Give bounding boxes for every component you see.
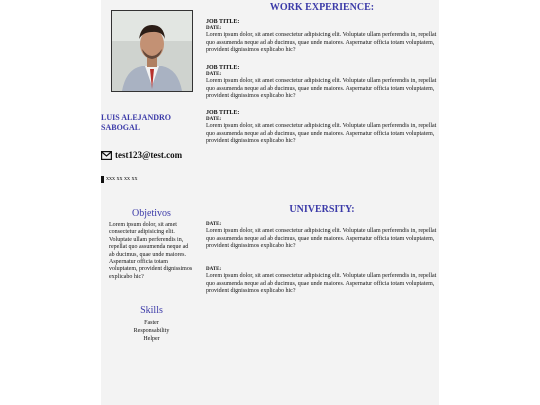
skill-item: Responsability [133,328,170,334]
phone-text: xxx xx xx xx [106,176,138,182]
skill-item: Faster [144,320,159,326]
envelope-icon [101,151,112,160]
profile-photo [111,10,193,92]
email-line [101,149,211,161]
work-description: Lorem ipsum dolor, sit amet consectetur adipisicing elit. Voluptate ullam perferendis in, repellat quo assumenda neque ad ab ducimus, quae unde maiores. Aspernatur officia totam voluptatem, provident dignissimos explicabo hic? [206,78,437,99]
work-description: Lorem ipsum dolor, sit amet consectetur adipisicing elit. Voluptate ullam perferendis in, repellat quo assumenda neque ad ab ducimus, quae unde maiores. Aspernatur officia totam voluptatem, provident dignissimos explicabo hic? [206,123,437,144]
phone-line [101,175,138,183]
job-title-label: JOB TITLE: [206,110,240,116]
university-description: Lorem ipsum dolor, sit amet consectetur adipisicing elit. Voluptate ullam perferendis in, repellat quo assumenda neque ad ab ducimus, quae unde maiores. Aspernatur officia totam voluptatem, provident dignissimos explicabo hic? [206,273,437,294]
work-description: Lorem ipsum dolor, sit amet consectetur adipisicing elit. Voluptate ullam perferendis in, repellat quo assumenda neque ad ab ducimus, quae unde maiores. Aspernatur officia totam voluptatem, provident dignissimos explicabo hic? [206,32,437,53]
resume-sidebar [101,0,202,405]
objectives-heading: Objetivos [132,208,171,219]
skills-heading: Skills [140,305,163,316]
date-label: DATE: [206,72,222,77]
date-label: DATE: [206,267,222,272]
job-title-label: JOB TITLE: [206,19,240,25]
email-text: test123@test.com [115,150,183,160]
skills-list [101,319,202,343]
university-heading: UNIVERSITY: [289,204,355,215]
work-entry [206,110,438,146]
work-entry [206,65,438,101]
work-entry [206,19,438,55]
date-label: DATE: [206,222,222,227]
resume-sheet [101,0,439,405]
university-entry [206,222,438,251]
university-description: Lorem ipsum dolor, sit amet consectetur adipisicing elit. Voluptate ullam perferendis in, repellat quo assumenda neque ad ab ducimus, quae unde maiores. Aspernatur officia totam voluptatem, provident dignissimos explicabo hic? [206,228,437,249]
university-entry [206,267,438,296]
phone-icon [101,176,104,183]
objectives-text: Lorem ipsum dolor, sit amet consectetur adipisicing elit. Voluptate ullam perferendis in, repellat quo assumenda neque ad ab ducimus, quae unde maiores. Aspernatur officia totam voluptatem, provident dignissimos explicabo hic? [109,222,193,280]
profile-name: LUIS ALEJANDRO SABOGAL [101,113,172,132]
work-experience-heading: WORK EXPERIENCE: [269,2,375,13]
skill-item: Helper [143,336,160,342]
job-title-label: JOB TITLE: [206,65,240,71]
date-label: DATE: [206,26,222,31]
date-label: DATE: [206,117,222,122]
